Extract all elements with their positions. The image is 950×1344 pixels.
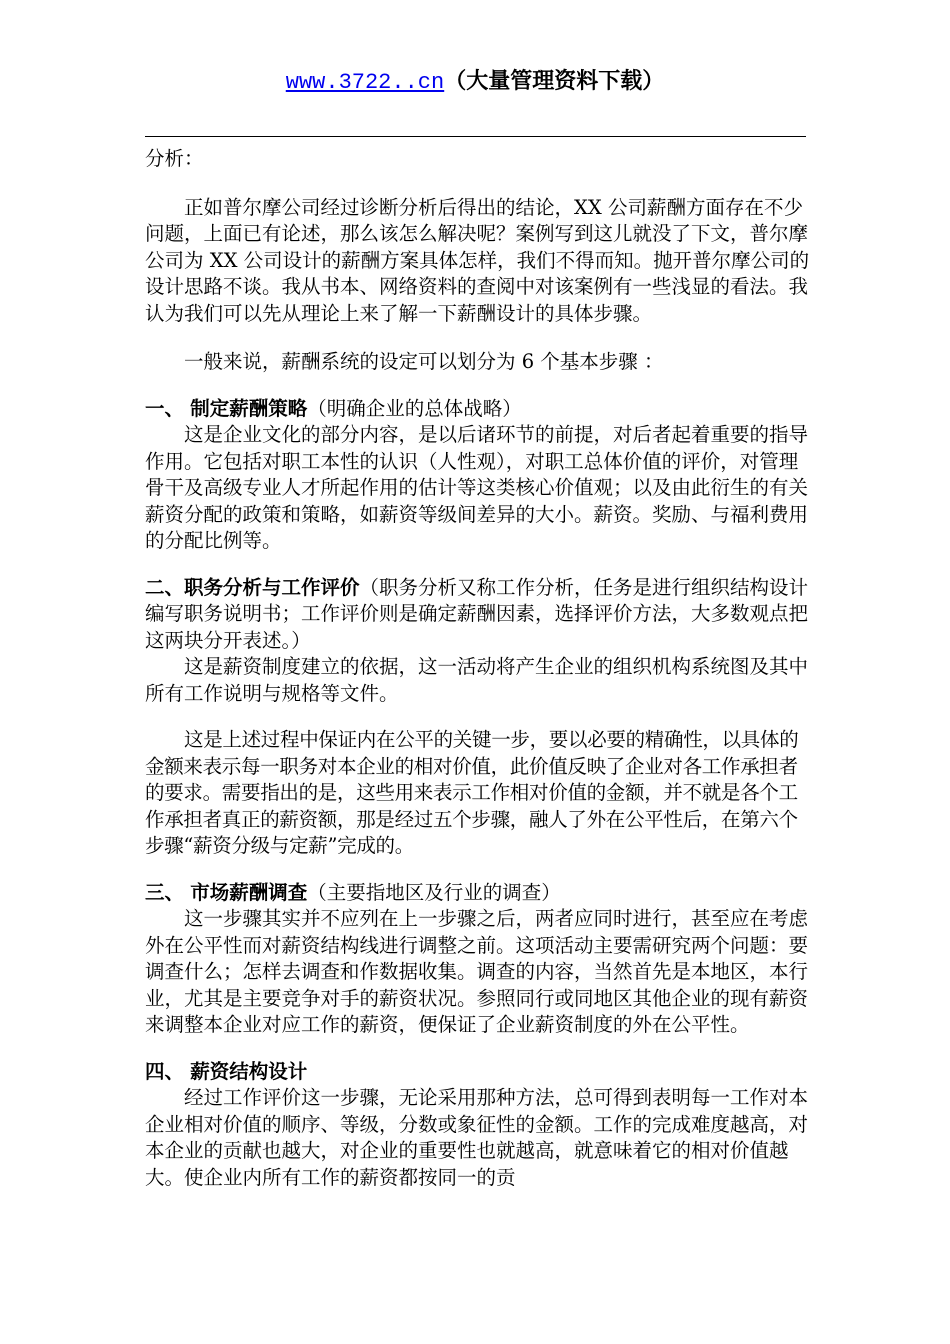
analysis-label: 分析： [145, 147, 204, 170]
section-heading [145, 396, 810, 423]
section-note: （职务分析又称工作分析，任务是进行组织结构设计编写职务说明书；工作评价则是确定薪酬因素，选择评价方法，大多数观点把这两块分开表述。） [145, 575, 809, 652]
section-paragraph: 这一步骤其实并不应列在上一步骤之后，两者应同时进行，甚至应在考虑外在公平性而对薪资结构线进行调整之前。这项活动主要需研究两个问题：要调查什么；怎样去调查和作数据收集。调查的内容，当然首先是本地区，本行业，尤其是主要竞争对手的薪资状况。参照同行或同地区其他企业的现有薪资来调整本企业对应工作的薪资，便保证了企业薪资制度的外在公平性。 [145, 907, 809, 1036]
section-number: 一、 [145, 396, 185, 420]
section-title: 职务分析与工作评价 [184, 575, 360, 599]
section-heading [145, 575, 810, 655]
section-title: 市场薪酬调查 [190, 880, 308, 904]
document-header [0, 64, 950, 95]
section-note: （主要指地区及行业的调查） [307, 880, 561, 904]
section-title: 薪资结构设计 [190, 1059, 308, 1083]
section-number: 二、 [145, 575, 185, 599]
section-note: （明确企业的总体战略） [307, 396, 522, 420]
site-link[interactable]: www.3722..cn [285, 70, 445, 95]
header-suffix: （大量管理资料下载） [444, 68, 665, 94]
section-paragraph: 经过工作评价这一步骤，无论采用那种方法，总可得到表明每一工作对本企业相对价值的顺序、等级，分数或象征性的金额。工作的完成难度越高，对本企业的贡献也越大，对企业的重要性也就越高，就意味着它的相对价值越大。使企业内所有工作的薪资都按同一的贡 [145, 1086, 809, 1189]
header-divider [145, 136, 806, 137]
section-paragraph: 这是薪资制度建立的依据，这一活动将产生企业的组织机构系统图及其中所有工作说明与规格等文件。 [145, 655, 809, 705]
section-heading [145, 880, 810, 907]
section-paragraph: 这是企业文化的部分内容，是以后诸环节的前提，对后者起着重要的指导作用。它包括对职工本性的认识（人性观），对职工总体价值的评价，对管理骨干及高级专业人才所起作用的估计等这类核心价值观；以及由此衍生的有关薪资分配的政策和策略，如薪资等级间差异的大小。薪资。奖励、与福利费用的分配比例等。 [145, 423, 809, 552]
intro-paragraph-2: 一般来说，薪酬系统的设定可以划分为 6 个基本步骤 ： [184, 350, 664, 373]
section-paragraph: 这是上述过程中保证内在公平的关键一步，要以必要的精确性，以具体的金额来表示每一职务对本企业的相对价值，此价值反映了企业对各工作承担者的要求。需要指出的是，这些用来表示工作相对价值的金额，并不就是各个工作承担者真正的薪资额，那是经过五个步骤，融人了外在公平性后，在第六个步骤“薪资分级与定薪”完成的。 [145, 728, 799, 857]
section-heading [145, 1059, 810, 1086]
section-number: 三、 [145, 880, 185, 904]
intro-paragraph-1: 正如普尔摩公司经过诊断分析后得出的结论，XX 公司薪酬方面存在不少问题，上面已有论述，那么该怎么解决呢？案例写到这儿就没了下文，普尔摩公司为 XX 公司设计的薪酬方案具体怎样，我们不得而知。抛开普尔摩公司的设计思路不谈。我从书本、网络资料的查阅中对该案例有一些浅显的看法。我认为我们可以先从理论上来了解一下薪酬设计的具体步骤。 [145, 195, 810, 325]
section-number: 四、 [145, 1059, 185, 1083]
section-title: 制定薪酬策略 [190, 396, 308, 420]
document-body [145, 146, 810, 1191]
